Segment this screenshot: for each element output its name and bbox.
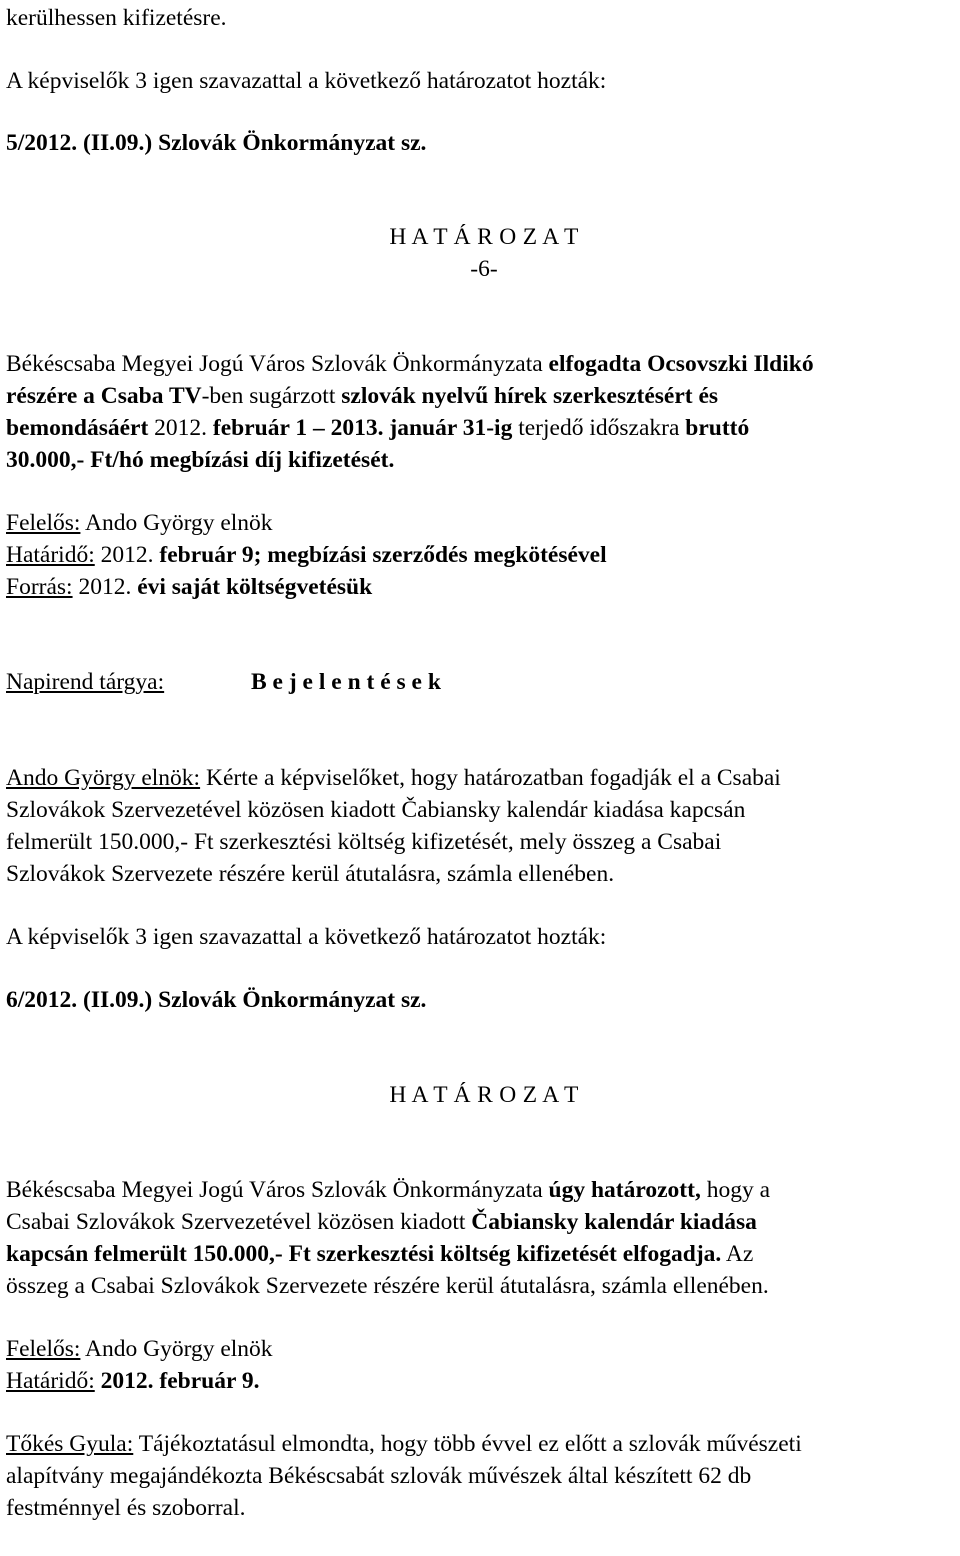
responsible-value: Ando György elnök <box>80 1336 273 1362</box>
resolution-2-body-line-4: összeg a Csabai Szlovákok Szervezete részére kerül átutalásra, számla ellenében. <box>6 1273 769 1299</box>
text-run-bold: elfogadta Ocsovszki Ildikó <box>548 351 814 377</box>
text-run: Csabai Szlovákok Szervezetével közösen kiadott <box>6 1209 472 1235</box>
resolution-2-deadline <box>6 1365 259 1397</box>
text-run: -ben sugárzott <box>201 383 342 409</box>
text-run: hogy a <box>700 1177 771 1203</box>
text-run: Tájékoztatásul elmondta, hogy több évvel ez előtt a szlovák művészeti <box>133 1431 802 1457</box>
text-run: terjedő időszakra <box>512 415 686 441</box>
ando-statement-line-3: felmerült 150.000,- Ft szerkesztési költség kifizetését, mely összeg a Csabai <box>6 829 722 855</box>
resolution-1-body-line-4: 30.000,- Ft/hó megbízási díj kifizetését. <box>6 447 395 473</box>
text-run-bold: úgy határozott, <box>548 1177 701 1203</box>
intro-line: kerülhessen kifizetésre. <box>6 5 227 31</box>
source-label: Forrás: <box>6 574 73 600</box>
source-value: 2012. <box>72 574 138 600</box>
text-run-bold: kapcsán felmerült 150.000,- Ft szerkesztési költség kifizetését elfogadja. <box>6 1241 722 1267</box>
resolution-1-heading: H A T Á R O Z A T <box>389 224 579 250</box>
resolution-2-body-line-3 <box>6 1238 753 1270</box>
resolution-2-body-line-1 <box>6 1174 770 1206</box>
text-run: 2012. <box>154 415 213 441</box>
deadline-label: Határidő: <box>6 1368 95 1394</box>
resolution-1-number: 5/2012. (II.09.) Szlovák Önkormányzat sz. <box>6 130 427 156</box>
page-number: -6- <box>470 256 498 282</box>
text-run: Az <box>721 1241 754 1267</box>
ando-statement-line-1 <box>6 762 781 794</box>
resolution-2-heading: H A T Á R O Z A T <box>389 1082 579 1108</box>
agenda-value: B e j e l e n t é s e k <box>251 669 441 695</box>
deadline-value: 2012. <box>94 542 160 568</box>
resolution-1-responsible <box>6 507 273 539</box>
text-run-bold: bemondásáért <box>6 415 155 441</box>
vote-statement-2: A képviselők 3 igen szavazattal a következő határozatot hozták: <box>6 924 607 950</box>
speaker-name: Ando György elnök: <box>6 765 201 791</box>
ando-statement-line-4: Szlovákok Szervezete részére kerül átutalásra, számla ellenében. <box>6 861 615 887</box>
responsible-label: Felelős: <box>6 510 81 536</box>
text-run: Békéscsaba Megyei Jogú Város Szlovák Önkormányzata <box>6 351 549 377</box>
deadline-label: Határidő: <box>6 542 95 568</box>
tokes-statement-line-3: festménnyel és szoborral. <box>6 1495 246 1521</box>
ando-statement-line-2: Szlovákok Szervezetével közösen kiadott Čabiansky kalendár kiadása kapcsán <box>6 797 746 823</box>
agenda-label: Napirend tárgya: <box>6 669 165 695</box>
text-run: Békéscsaba Megyei Jogú Város Szlovák Önkormányzata <box>6 1177 549 1203</box>
resolution-2-body-line-2 <box>6 1206 757 1238</box>
resolution-2-number: 6/2012. (II.09.) Szlovák Önkormányzat sz. <box>6 987 427 1013</box>
resolution-1-body-line-3 <box>6 412 749 444</box>
responsible-value: Ando György elnök <box>80 510 273 536</box>
speaker-name: Tőkés Gyula: <box>6 1431 134 1457</box>
agenda-line <box>6 666 164 698</box>
tokes-statement-line-2: alapítvány megajándékozta Békéscsabát szlovák művészek által készített 62 db <box>6 1463 752 1489</box>
text-run-bold: részére a Csaba TV <box>6 383 202 409</box>
resolution-1-source <box>6 571 372 603</box>
deadline-value-bold: február 9; megbízási szerződés megkötésével <box>159 542 607 568</box>
text-run-bold: Čabiansky kalendár kiadása <box>471 1209 757 1235</box>
responsible-label: Felelős: <box>6 1336 81 1362</box>
resolution-1-body-line-1 <box>6 348 814 380</box>
resolution-1-deadline <box>6 539 607 571</box>
text-run-bold: szlovák nyelvű hírek szerkesztésért és <box>341 383 719 409</box>
vote-statement-1: A képviselők 3 igen szavazattal a következő határozatot hozták: <box>6 68 607 94</box>
text-run: Kérte a képviselőket, hogy határozatban fogadják el a Csabai <box>200 765 781 791</box>
resolution-1-body-line-2 <box>6 380 718 412</box>
source-value-bold: évi saját költségvetésük <box>137 574 373 600</box>
text-run-bold: bruttó <box>685 415 750 441</box>
text-run-bold: február 1 – 2013. január 31-ig <box>212 415 513 441</box>
resolution-2-responsible <box>6 1333 273 1365</box>
tokes-statement-line-1 <box>6 1428 802 1460</box>
deadline-value-bold: 2012. február 9. <box>94 1368 260 1394</box>
